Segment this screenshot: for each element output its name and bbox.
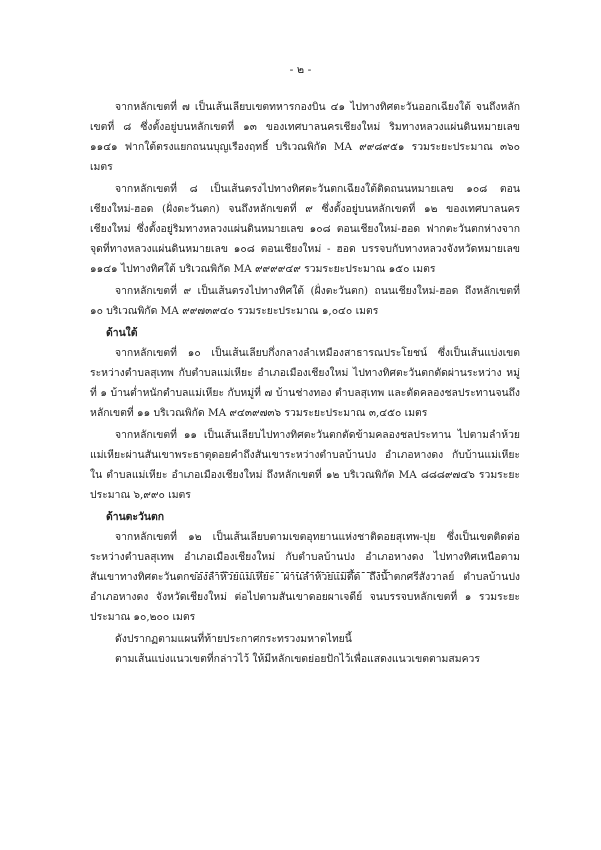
section-heading-south: ด้านใต้ — [106, 327, 138, 339]
document-body — [90, 97, 520, 669]
closing-map-reference: ดังปรากฏตามแผนที่ท้ายประกาศกระทรวงมหาดไทยนี้ — [115, 633, 352, 645]
end-divider — [195, 572, 390, 573]
paragraph-boundary-11-12: จากหลักเขตที่ ๑๑ เป็นเส้นเลียบไปทางทิศตะวันตกตัดข้ามคลองชลประทาน ไปตามลำห้วยแม่เหียะผ่านสันเขาพระธาตุดอยคำถึงสันเขาระหว่างตำบลบ้านปง อำเภอหางดง กับบ้านแม่เหียะใน ตำบลแม่เหียะ อำเภอเมืองเชียงใหม่ ถึงหลักเขตที่ ๑๒ บริเวณพิกัด MA ๘๘๘๙๗๔๖ รวมระยะประมาณ ๖,๙๙๐ เมตร — [90, 429, 520, 501]
page-number: - ๒ - — [289, 63, 312, 76]
section-heading-west: ด้านตะวันตก — [106, 511, 164, 523]
closing-sub-markers: ตามเส้นแบ่งแนวเขตที่กล่าวไว้ ให้มีหลักเขตย่อยปักไว้เพื่อแสดงแนวเขตตามสมควร — [115, 653, 480, 665]
paragraph-boundary-12-1: จากหลักเขตที่ ๑๒ เป็นเส้นเลียบตามเขตอุทยานแห่งชาติดอยสุเทพ-ปุย ซึ่งเป็นเขตติดต่อระหว่างตำบลสุเทพ อำเภอเมืองเชียงใหม่ กับตำบลบ้านปง อำเภอหางดง ไปทางทิศเหนือตามสันเขาทางทิศตะวันตกของลำห้วยแม่เหียะ ผ่านลำห้วยแม่ตี้ด ถึงน้ำตกศรีสังวาลย์ ตำบลบ้านปง อำเภอหางดง จังหวัดเชียงใหม่ ต่อไปตามสันเขาดอยผาเจดีย์ จนบรรจบหลักเขตที่ ๑ รวมระยะประมาณ ๑๐,๒๐๐ เมตร — [90, 531, 520, 623]
paragraph-boundary-10-11: จากหลักเขตที่ ๑๐ เป็นเส้นเลียบกึ่งกลางลำเหมืองสาธารณประโยชน์ ซึ่งเป็นเส้นแบ่งเขตระหว่างตำบลสุเทพ กับตำบลแม่เหียะ อำเภอเมืองเชียงใหม่ ไปทางทิศตะวันตกตัดผ่านระหว่าง หมู่ที่ ๑ บ้านต่ำหนักตำบลแม่เหียะ กับหมู่ที่ ๗ บ้านช่างทอง ตำบลสุเทพ และตัดคลองชลประทานจนถึงหลักเขตที่ ๑๑ บริเวณพิกัด MA ๙๔๓๙๗๓๖ รวมระยะประมาณ ๓,๔๕๐ เมตร — [90, 347, 520, 419]
paragraph-boundary-8-9: จากหลักเขตที่ ๘ เป็นเส้นตรงไปทางทิศตะวันตกเฉียงใต้ติดถนนหมายเลข ๑๐๘ ตอนเชียงใหม่-ฮอด (ฝั่งตะวันตก) จนถึงหลักเขตที่ ๙ ซึ่งตั้งอยู่บนหลักเขตที่ ๑๒ ของเทศบาลนครเชียงใหม่ ซึ่งตั้งอยู่ริมทางหลวงแผ่นดินหมายเลข ๑๐๘ ตอนเชียงใหม่-ฮอด ฟากตะวันตกห่างจากจุดที่ทางหลวงแผ่นดินหมายเลข ๑๐๘ ตอนเชียงใหม่ - ฮอด บรรจบกับทางหลวงจังหวัดหมายเลข ๑๑๔๑ ไปทางทิศใต้ บริเวณพิกัด MA ๙๙๙๙๔๙ รวมระยะประมาณ ๑๕๐ เมตร — [90, 183, 520, 275]
paragraph-boundary-9-10: จากหลักเขตที่ ๙ เป็นเส้นตรงไปทางทิศใต้ (ฝั่งตะวันตก) ถนนเชียงใหม่-ฮอด ถึงหลักเขตที่ ๑๐ บริเวณพิกัด MA ๙๙๗๓๙๔๐ รวมระยะประมาณ ๑,๐๔๐ เมตร — [90, 285, 520, 317]
paragraph-boundary-7-8: จากหลักเขตที่ ๗ เป็นเส้นเลียบเขตทหารกองบิน ๔๑ ไปทางทิศตะวันออกเฉียงใต้ จนถึงหลักเขตที่ ๘ ซึ่งตั้งอยู่บนหลักเขตที่ ๑๓ ของเทศบาลนครเชียงใหม่ ริมทางหลวงแผ่นดินหมายเลข ๑๑๔๑ ฟากใต้ตรงแยกถนนบุญเรืองฤทธิ์ บริเวณพิกัด MA ๙๙๘๙๕๑ รวมระยะประมาณ ๓๖๐ เมตร — [90, 101, 520, 173]
